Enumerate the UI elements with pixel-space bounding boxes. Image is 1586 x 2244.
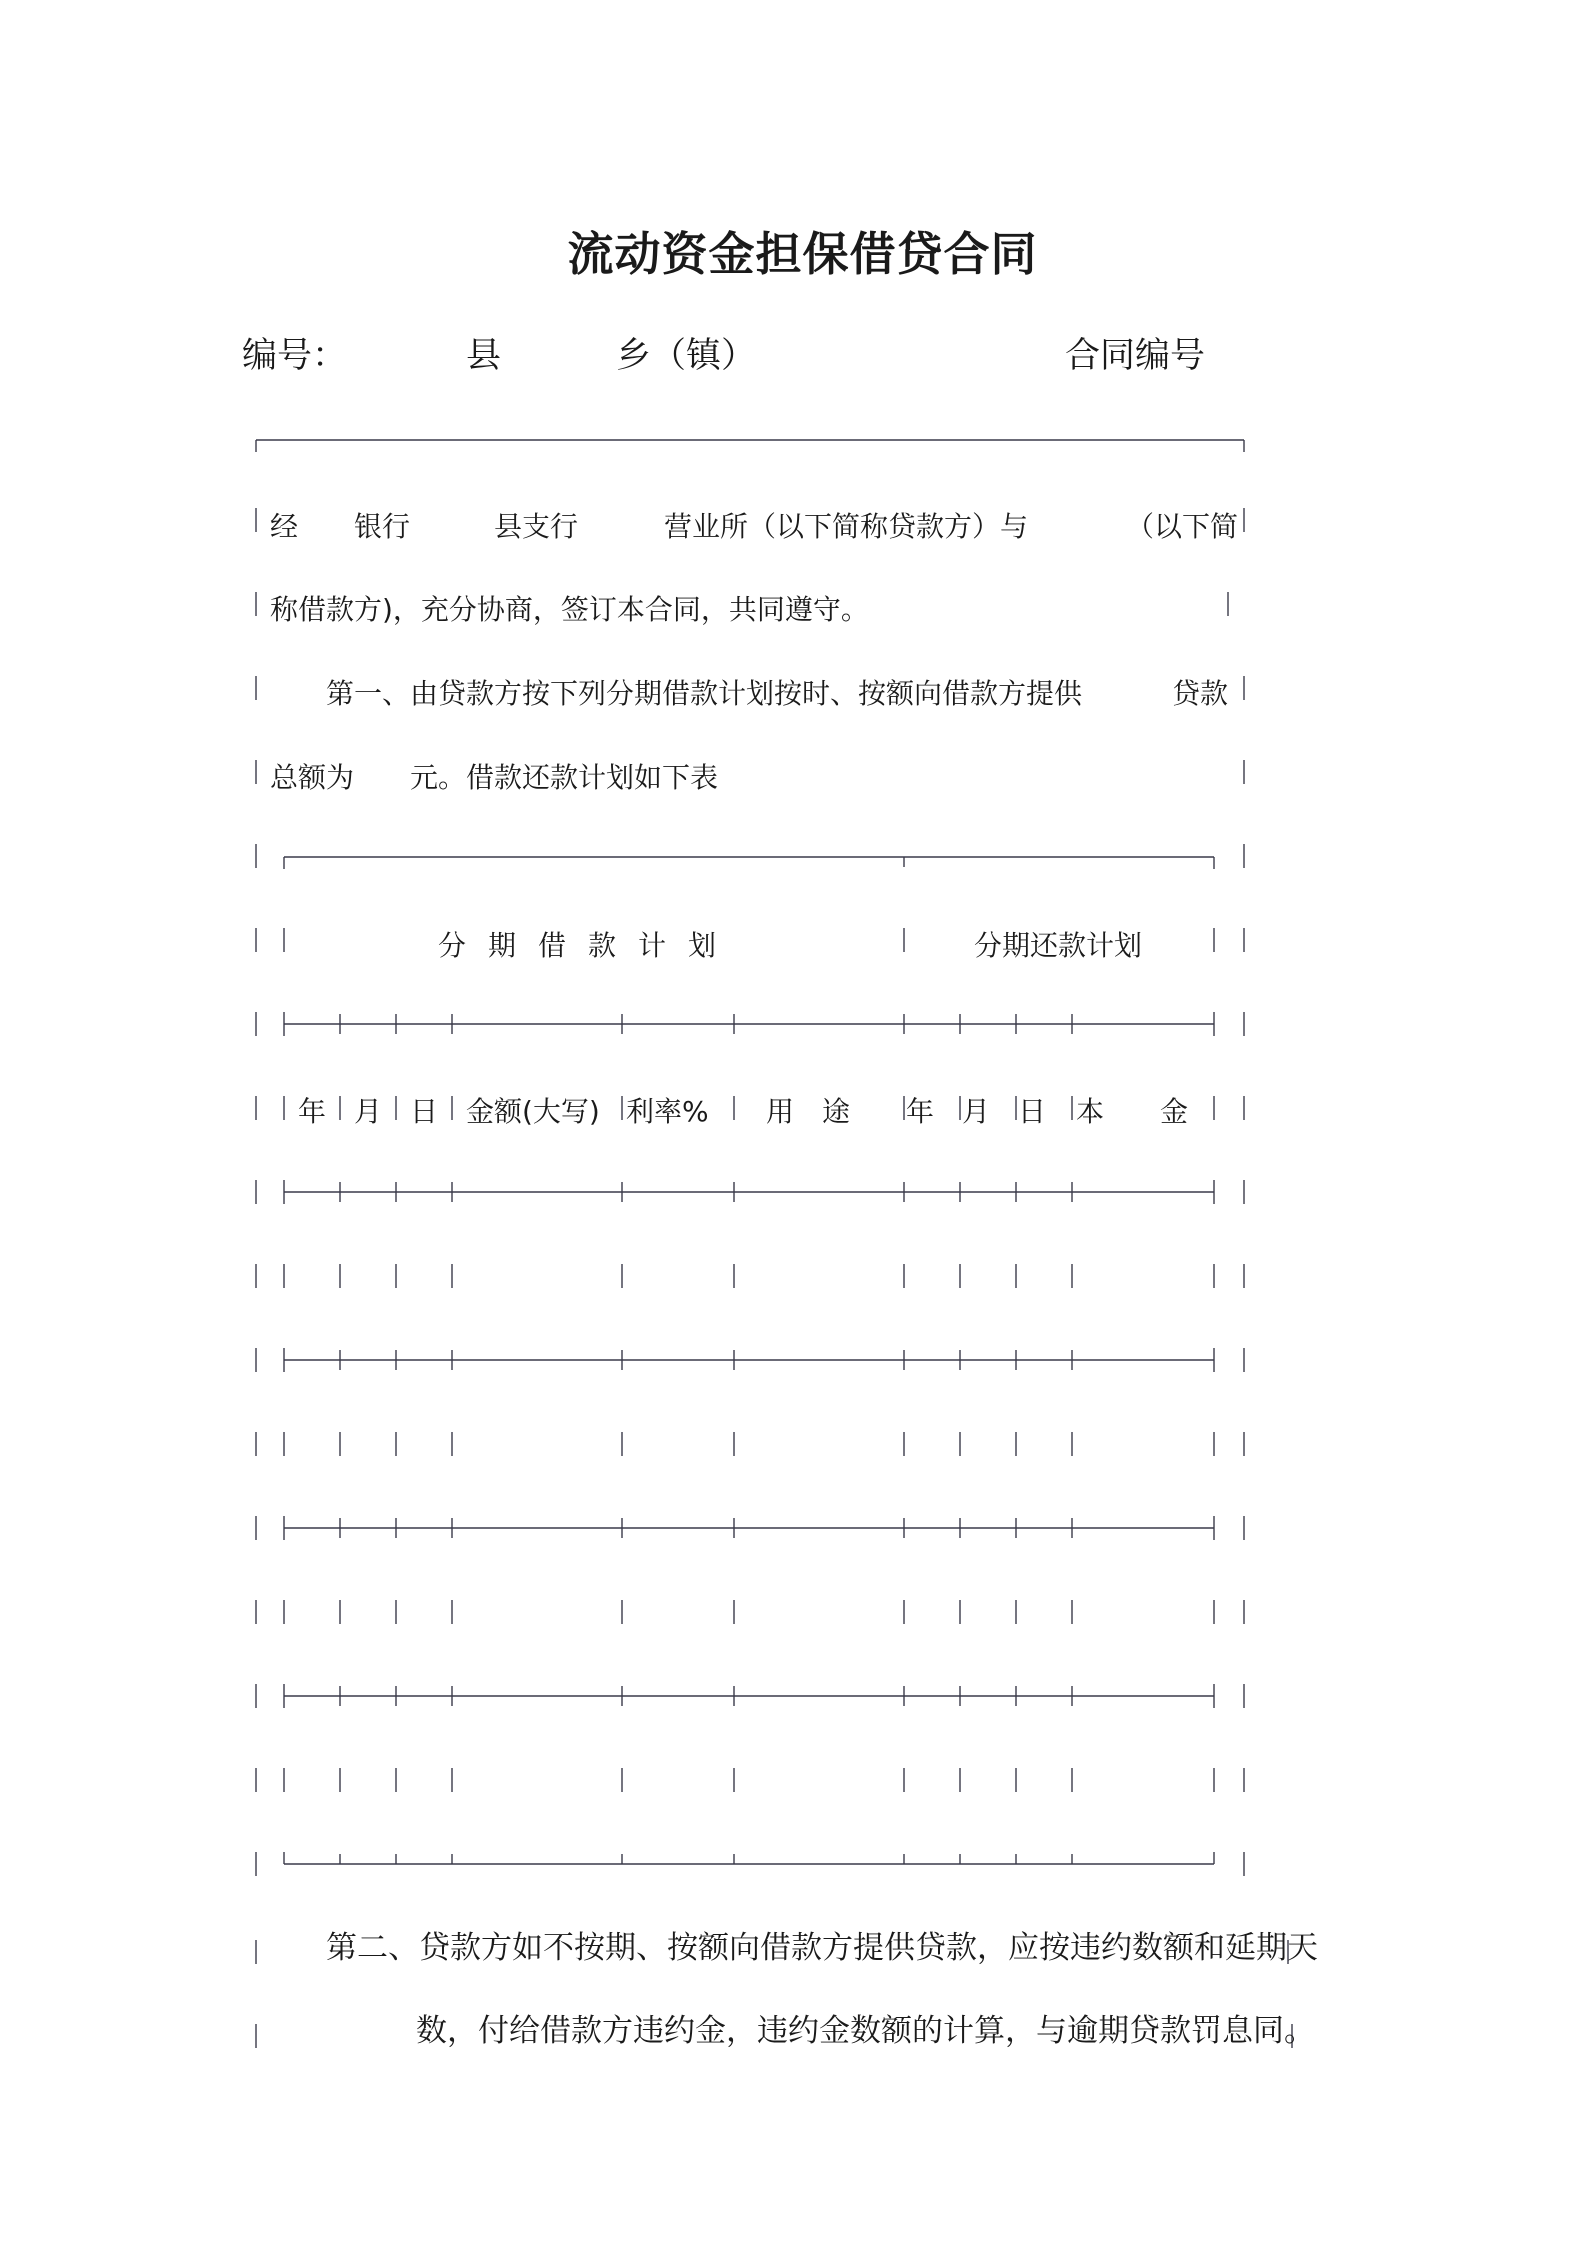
col-header-amount: 金额(大写) [466, 1095, 600, 1128]
article-2-line-2: 数，付给借款方违约金，违约金数额的计算，与逾期贷款罚息同。 [416, 2013, 1315, 2049]
number-label: 编号： [242, 336, 348, 376]
party-office: 营业所（以下简称贷款方）与 [664, 510, 1029, 543]
article-1-total-rest: 元。借款还款计划如下表 [410, 761, 719, 794]
col-header-repay-month: 月 [962, 1095, 991, 1128]
loan-plan-title: 分期借款计划 [438, 929, 739, 962]
repay-plan-title: 分期还款计划 [974, 929, 1143, 962]
col-header-rate: 利率% [626, 1095, 709, 1128]
col-header-repay-year: 年 [906, 1095, 935, 1128]
col-header-day: 日 [410, 1095, 439, 1128]
contract-number-label: 合同编号 [1065, 336, 1206, 376]
party-jing: 经 [270, 510, 299, 543]
article-2-line-1: 第二、贷款方如不按期、按额向借款方提供贷款，应按违约数额和延期天 [326, 1930, 1318, 1966]
col-header-principal: 本 金 [1076, 1095, 1189, 1128]
document-title: 流动资金担保借贷合同 [567, 227, 1038, 281]
parties-line-2: 称借款方)，充分协商，签订本合同，共同遵守。 [270, 593, 869, 626]
col-header-repay-day: 日 [1018, 1095, 1047, 1128]
col-header-purpose: 用 途 [766, 1095, 851, 1128]
party-bank: 银行 [354, 510, 411, 543]
col-header-month: 月 [354, 1095, 383, 1128]
article-1-total-label: 总额为 [270, 761, 355, 794]
township-label: 乡（镇） [616, 336, 757, 376]
party-branch: 县支行 [494, 510, 579, 543]
county-label: 县 [466, 336, 502, 376]
col-header-year: 年 [298, 1095, 327, 1128]
article-1-line-1: 第一、由贷款方按下列分期借款计划按时、按额向借款方提供 [326, 677, 1083, 710]
party-borrower-short: （以下简 [1126, 510, 1239, 543]
article-1-loan-word: 贷款 [1172, 677, 1229, 710]
